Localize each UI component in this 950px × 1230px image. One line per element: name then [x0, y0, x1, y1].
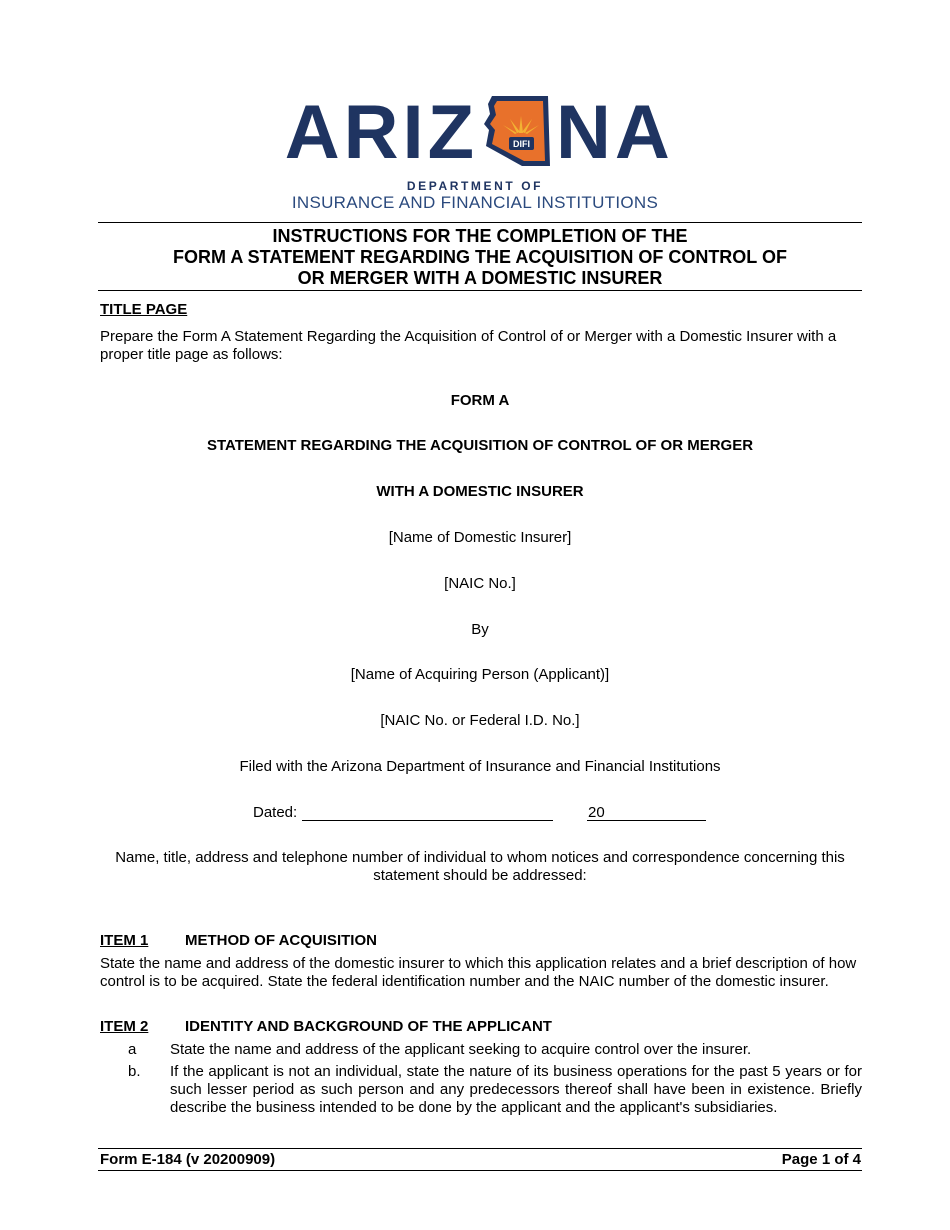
document-title — [98, 226, 862, 289]
year-prefix: 20 — [588, 804, 605, 821]
statement-line-2: WITH A DOMESTIC INSURER — [376, 483, 584, 500]
item-2-heading — [100, 1018, 700, 1036]
arizona-difi-logo — [0, 86, 950, 168]
statement-line-1: STATEMENT REGARDING THE ACQUISITION OF CONTROL OF OR MERGER — [206, 437, 754, 454]
item-1-text: State the name and address of the domestic insurer to which this application relates and a brief description of how control is to be acquired. State the federal identification number and the NAIC number of the domestic insurer. — [100, 955, 857, 990]
logo-badge: DIFI — [513, 139, 530, 149]
footer-bottom-rule — [98, 1170, 862, 1171]
footer-page-number: Page 1 of 4 — [781, 1151, 861, 1168]
logo-department-line: DEPARTMENT OF — [406, 179, 544, 193]
applicant-name-placeholder: [Name of Acquiring Person (Applicant)] — [350, 666, 610, 683]
notice-line-2: statement should be addressed: — [373, 867, 587, 884]
logo-word-left: ARIZ — [284, 90, 478, 168]
logo-institution-line: INSURANCE AND FINANCIAL INSTITUTIONS — [291, 193, 659, 212]
by-label: By — [471, 621, 489, 638]
logo-wordmark — [0, 86, 950, 168]
year-blank-line[interactable] — [587, 820, 706, 821]
list-item-marker: a — [128, 1041, 137, 1058]
item-2-title: IDENTITY AND BACKGROUND OF THE APPLICANT — [185, 1018, 552, 1035]
logo-word-right: NA — [556, 90, 674, 168]
filed-with-line: Filed with the Arizona Department of Insurance and Financial Institutions — [239, 758, 721, 775]
footer-form-id: Form E-184 (v 20200909) — [100, 1151, 276, 1168]
dated-blank-line[interactable] — [302, 820, 553, 821]
naic-number-placeholder: [NAIC No.] — [444, 575, 516, 592]
footer-top-rule — [98, 1148, 862, 1149]
form-a-label: FORM A — [450, 392, 510, 409]
item-1-heading — [100, 932, 500, 950]
dated-label: Dated: — [253, 804, 298, 821]
header-bottom-rule — [98, 290, 862, 291]
list-item-text: State the name and address of the applicant seeking to acquire control over the insurer. — [170, 1041, 752, 1058]
document-title-line: FORM A STATEMENT REGARDING THE ACQUISITION OF CONTROL OF — [173, 247, 787, 267]
title-page-heading: TITLE PAGE — [100, 301, 188, 318]
item-1-title: METHOD OF ACQUISITION — [185, 932, 377, 949]
item-1-label: ITEM 1 — [100, 932, 149, 949]
header-top-rule — [98, 222, 862, 223]
list-item-text: If the applicant is not an individual, state the nature of its business operations for the past 5 years or for such lesser period as such person and any predecessors thereof shall have been in existence. Briefly describe the business intended to be done by the applicant and the applicant's subsidiaries. — [170, 1063, 862, 1116]
applicant-id-placeholder: [NAIC No. or Federal I.D. No.] — [380, 712, 580, 729]
item-2-label: ITEM 2 — [100, 1018, 149, 1035]
list-item-marker: b. — [128, 1063, 141, 1080]
document-title-line: INSTRUCTIONS FOR THE COMPLETION OF THE — [272, 226, 688, 246]
notice-line-1: Name, title, address and telephone number of individual to whom notices and correspondence concerning this — [115, 849, 845, 866]
document-title-line: OR MERGER WITH A DOMESTIC INSURER — [297, 268, 663, 288]
insurer-name-placeholder: [Name of Domestic Insurer] — [388, 529, 572, 546]
arizona-state-icon — [484, 96, 550, 166]
title-page-intro: Prepare the Form A Statement Regarding the Acquisition of Control of or Merger with a Domestic Insurer with a proper title page as follows: — [100, 328, 837, 363]
